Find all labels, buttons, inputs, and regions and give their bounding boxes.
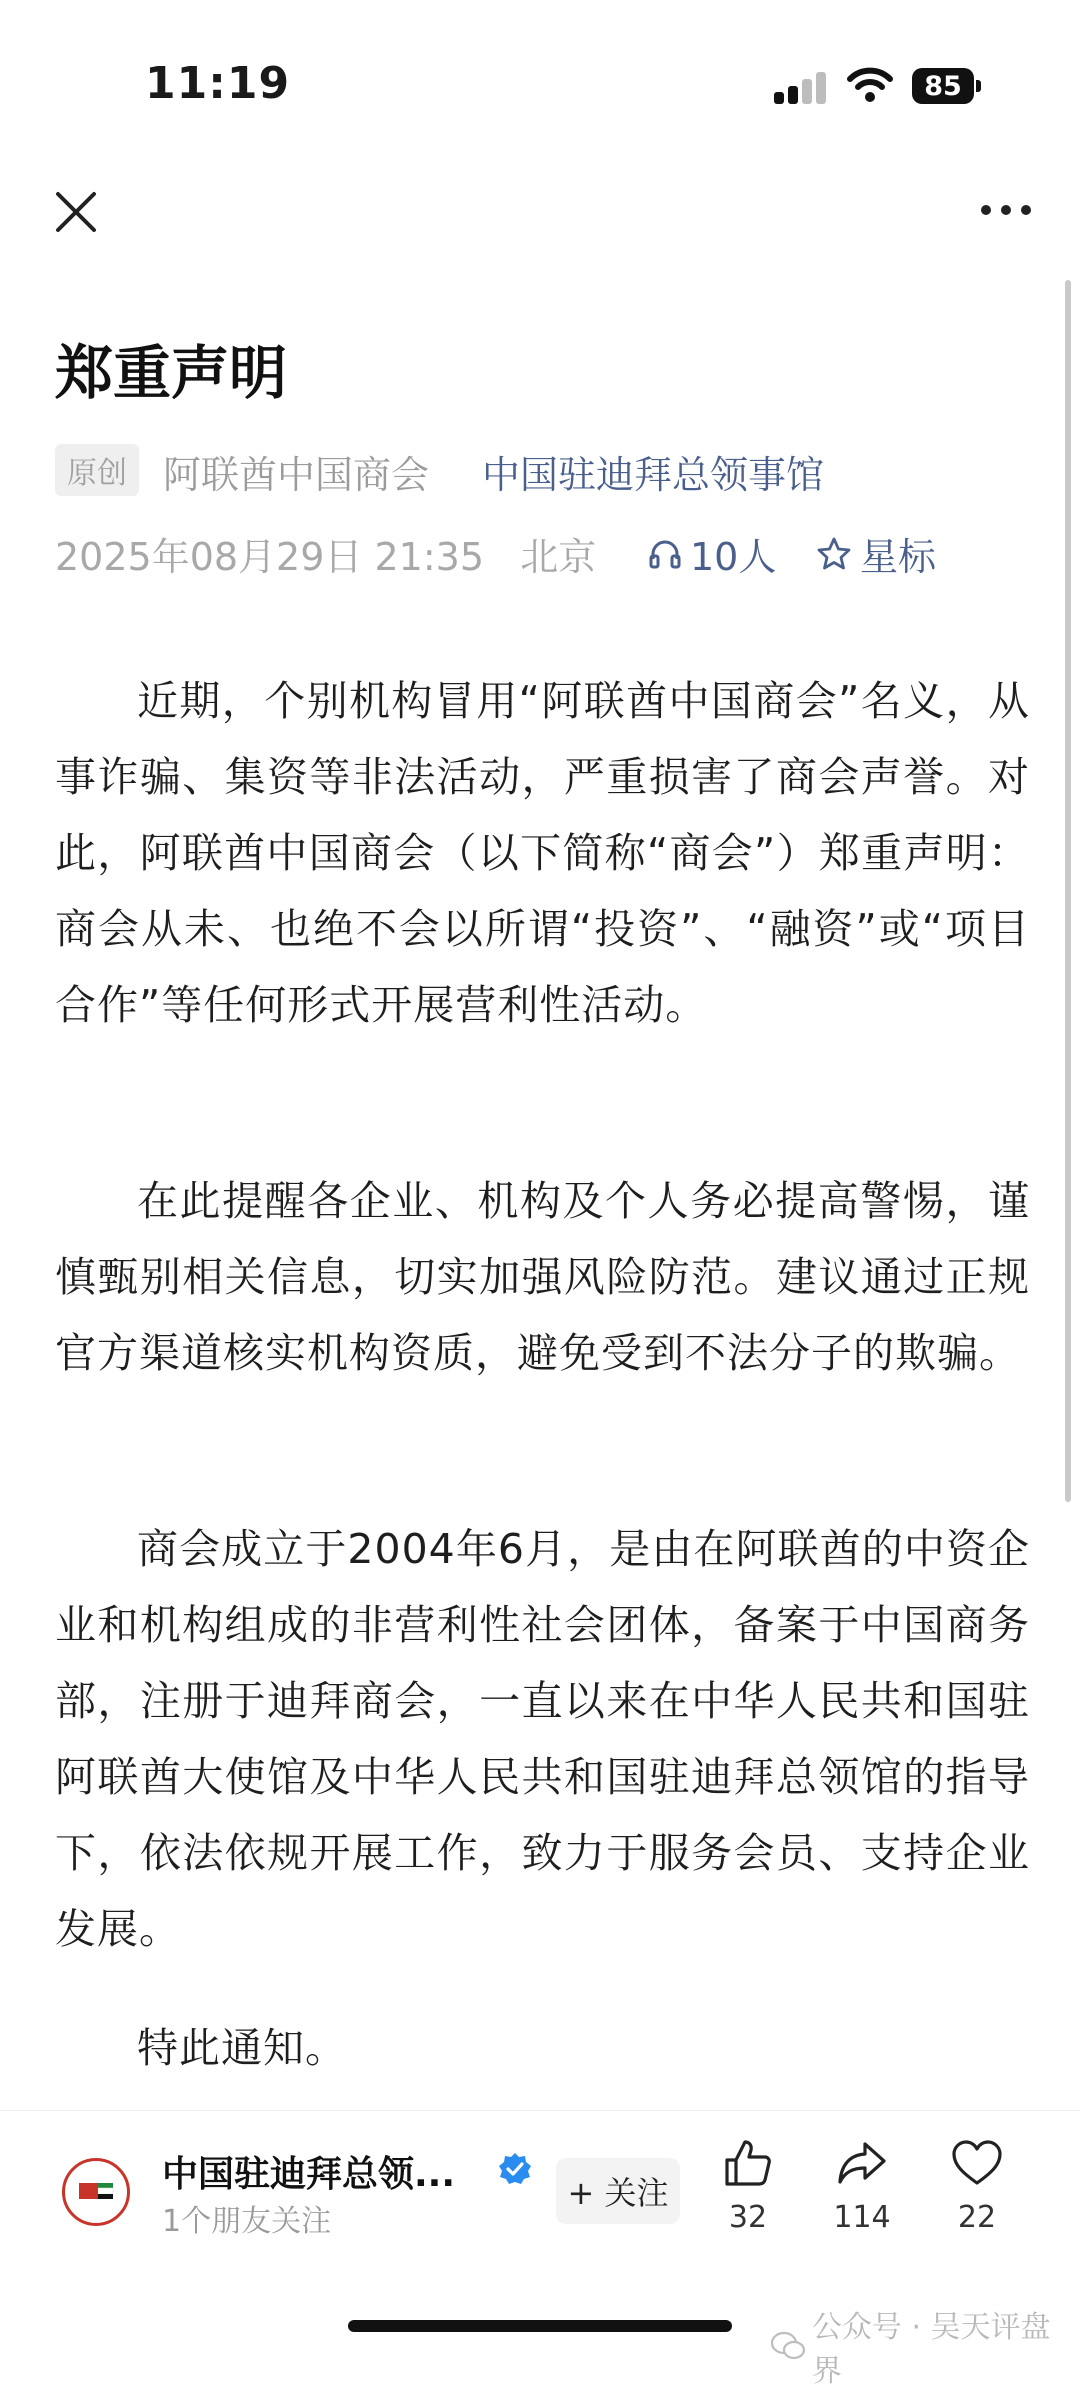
account-name[interactable]: 中国驻迪拜总领... — [162, 2154, 456, 2195]
publish-date: 2025年08月29日 21:35 — [55, 535, 485, 579]
wechat-icon — [770, 2331, 806, 2361]
like-button[interactable] — [698, 2136, 798, 2235]
star-icon — [816, 536, 852, 572]
heart-count: 22 — [957, 2200, 997, 2235]
more-icon[interactable] — [978, 200, 1034, 220]
article-paragraph: 商会成立于2004年6月，是由在阿联酋的中资企业和机构组成的非营利性社会团体，备案于中国商务部，注册于迪拜商会，一直以来在中华人民共和国驻阿联酋大使馆及中华人民共和国驻迪拜总领馆的指导下，依法依规开展工作，致力于服务会员、支持企业发展。 — [55, 1525, 1030, 1953]
like-count: 32 — [728, 2200, 768, 2235]
account-link[interactable]: 中国驻迪拜总领事馆 — [482, 453, 825, 497]
recommend-button[interactable] — [927, 2136, 1027, 2235]
publish-meta — [55, 526, 596, 581]
article-paragraph: 特此通知。 — [137, 2024, 347, 2072]
close-icon[interactable] — [52, 188, 100, 236]
article-author: 阿联酋中国商会 — [163, 453, 430, 497]
wifi-icon — [846, 66, 894, 104]
cellular-signal-icon — [774, 72, 828, 104]
friends-following: 1个朋友关注 — [162, 2204, 332, 2239]
home-indicator[interactable] — [348, 2320, 732, 2332]
article-paragraph: 近期，个别机构冒用“阿联酋中国商会”名义，从事诈骗、集资等非法活动，严重损害了商会声誉。对此，阿联酋中国商会（以下简称“商会”）郑重声明：商会从未、也绝不会以所谓“投资”、“融资”或“项目合作”等任何形式开展营利性活动。 — [55, 677, 1030, 1029]
headphones-icon — [648, 537, 682, 571]
star-button[interactable] — [816, 526, 936, 581]
article-title: 郑重声明 — [55, 339, 288, 407]
follow-button[interactable]: + 关注 — [556, 2158, 680, 2224]
star-label: 星标 — [860, 535, 937, 579]
listen-button[interactable] — [648, 526, 776, 581]
share-count: 114 — [833, 2200, 891, 2235]
thumbs-up-icon — [721, 2136, 775, 2190]
scrollbar[interactable] — [1065, 280, 1071, 1502]
share-button[interactable] — [812, 2136, 912, 2235]
share-icon — [835, 2136, 889, 2190]
account-avatar[interactable] — [62, 2158, 130, 2226]
article-paragraph: 在此提醒各企业、机构及个人务必提高警惕，谨慎甄别相关信息，切实加强风险防范。建议通过正规官方渠道核实机构资质，避免受到不法分子的欺骗。 — [55, 1177, 1030, 1377]
consulate-emblem-icon — [65, 2161, 127, 2223]
battery-cap — [976, 80, 981, 92]
original-badge: 原创 — [55, 444, 139, 496]
publish-location: 北京 — [520, 535, 597, 579]
status-time: 11:19 — [145, 58, 291, 109]
heart-icon — [950, 2136, 1004, 2190]
watermark — [770, 2302, 1080, 2390]
watermark-text: 公众号 · 吴天评盘界 — [811, 2310, 1051, 2389]
battery-indicator: 85 — [912, 68, 974, 104]
listener-count: 10人 — [690, 535, 777, 579]
verified-icon — [498, 2152, 532, 2186]
